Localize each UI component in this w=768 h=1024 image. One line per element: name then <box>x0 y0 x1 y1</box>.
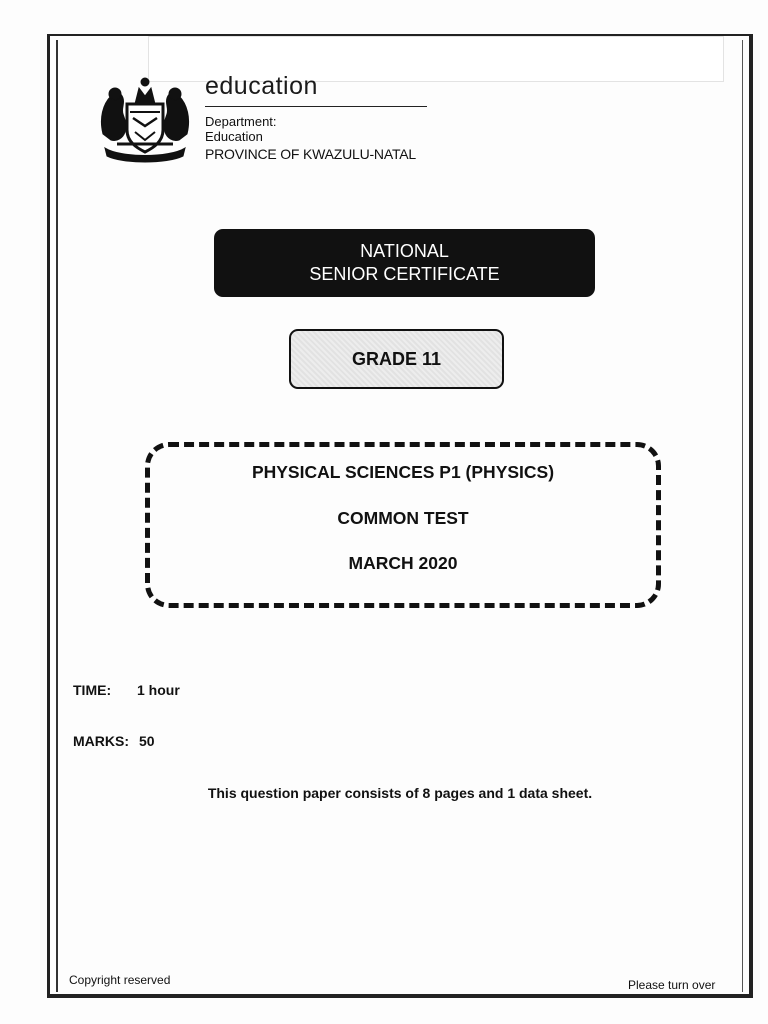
certificate-line-1: NATIONAL <box>360 241 449 261</box>
certificate-banner <box>214 229 595 297</box>
paper-info-note: This question paper consists of 8 pages and 1 data sheet. <box>207 785 593 801</box>
copyright-notice: Copyright reserved <box>69 973 171 987</box>
grade-badge <box>289 329 504 389</box>
time-label: TIME: <box>73 682 112 698</box>
certificate-line-2: SENIOR CERTIFICATE <box>309 264 500 284</box>
test-date: MARCH 2020 <box>348 553 458 573</box>
test-name: COMMON TEST <box>337 508 469 528</box>
department-label: Department: <box>205 114 277 129</box>
grade-label: GRADE 11 <box>351 348 442 369</box>
turn-over-notice: Please turn over <box>628 978 716 992</box>
marks-value: 50 <box>139 733 155 749</box>
department-name: education <box>205 72 318 100</box>
marks-label: MARKS: <box>73 733 129 749</box>
coat-of-arms-icon <box>97 74 193 166</box>
department-value: Education <box>205 129 263 144</box>
time-value: 1 hour <box>137 682 180 698</box>
subject-title: PHYSICAL SCIENCES P1 (PHYSICS) <box>251 462 555 482</box>
province-name: PROVINCE OF KWAZULU-NATAL <box>205 146 416 162</box>
header-divider <box>205 106 427 107</box>
